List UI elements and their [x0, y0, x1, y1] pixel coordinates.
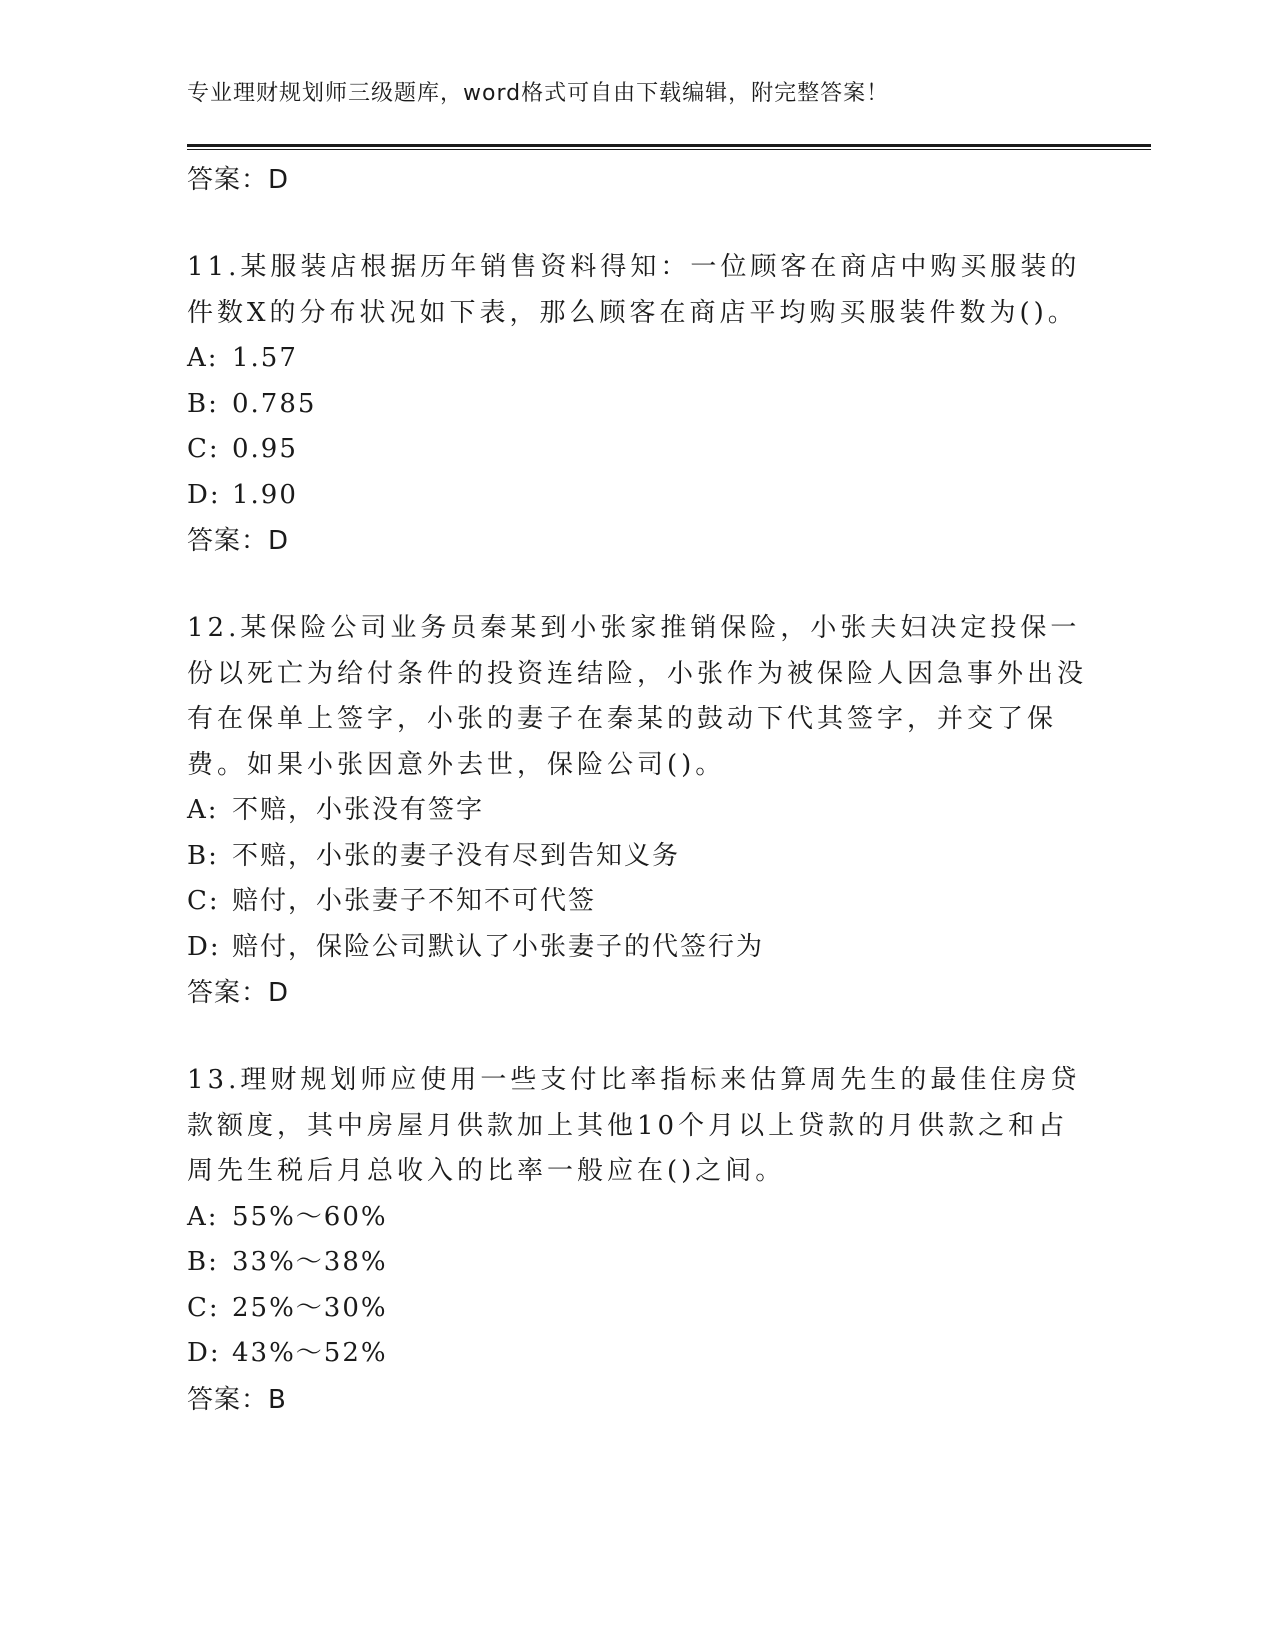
- option-text: 25%～30%: [232, 1292, 388, 1323]
- option-d: [187, 925, 1087, 971]
- option-text: 0.785: [232, 388, 317, 419]
- option-text: 1.57: [232, 343, 298, 373]
- option-a: [187, 1195, 1087, 1241]
- option-text: 0.95: [232, 434, 298, 464]
- option-letter: C:: [187, 1292, 220, 1323]
- option-b: [187, 382, 1087, 428]
- question-block: [187, 245, 1087, 564]
- option-text: 赔付，保险公司默认了小张妻子的代签行为: [232, 931, 765, 962]
- option-text: 1.90: [232, 479, 298, 510]
- answer-line: 答案：D: [187, 978, 290, 1008]
- option-text: 33%～38%: [232, 1247, 388, 1277]
- question-stem: 11.某服装店根据历年销售资料得知：一位顾客在商店中购买服装的件数X的分布状况如下表，那么顾客在商店平均购买服装件数为()。: [187, 252, 1081, 328]
- option-c: [187, 879, 1087, 925]
- option-letter: A:: [187, 343, 219, 373]
- header-divider: [187, 144, 1151, 150]
- option-a: [187, 788, 1087, 834]
- option-d: [187, 473, 1087, 519]
- option-letter: A:: [187, 795, 219, 825]
- option-text: 55%～60%: [232, 1201, 388, 1232]
- option-letter: B:: [187, 840, 219, 871]
- answer-line: 答案：D: [187, 526, 290, 556]
- option-a: [187, 336, 1087, 382]
- option-text: 赔付，小张妻子不知不可代签: [232, 886, 597, 916]
- option-c: [187, 427, 1087, 473]
- option-letter: A:: [187, 1201, 219, 1232]
- option-letter: D:: [187, 479, 221, 510]
- option-letter: B:: [187, 1247, 219, 1277]
- option-letter: D:: [187, 931, 221, 962]
- option-d: [187, 1331, 1087, 1377]
- option-letter: B:: [187, 388, 219, 419]
- question-block: [187, 606, 1087, 1016]
- option-b: [187, 834, 1087, 880]
- option-c: [187, 1286, 1087, 1332]
- option-letter: D:: [187, 1338, 221, 1368]
- answer-line: 答案：D: [187, 165, 290, 195]
- option-letter: C:: [187, 886, 220, 916]
- option-letter: C:: [187, 434, 220, 464]
- option-text: 43%～52%: [232, 1338, 388, 1368]
- option-text: 不赔，小张没有签字: [232, 795, 485, 825]
- question-stem: 12.某保险公司业务员秦某到小张家推销保险，小张夫妇决定投保一份以死亡为给付条件的投资连结险，小张作为被保险人因急事外出没有在保单上签字，小张的妻子在秦某的鼓动下代其签字，并交了保费。如果小张因意外去世，保险公司()。: [187, 613, 1088, 780]
- answer-line: 答案：B: [187, 1384, 287, 1415]
- question-list: [187, 157, 1087, 1423]
- question-block: [187, 1058, 1087, 1423]
- page-header: 专业理财规划师三级题库，word格式可自由下载编辑，附完整答案！: [187, 81, 890, 106]
- question-stem: 13.理财规划师应使用一些支付比率指标来估算周先生的最佳住房贷款额度，其中房屋月供款加上其他10个月以上贷款的月供款之和占周先生税后月总收入的比率一般应在()之间。: [187, 1065, 1081, 1186]
- option-b: [187, 1240, 1087, 1286]
- option-text: 不赔，小张的妻子没有尽到告知义务: [232, 840, 681, 871]
